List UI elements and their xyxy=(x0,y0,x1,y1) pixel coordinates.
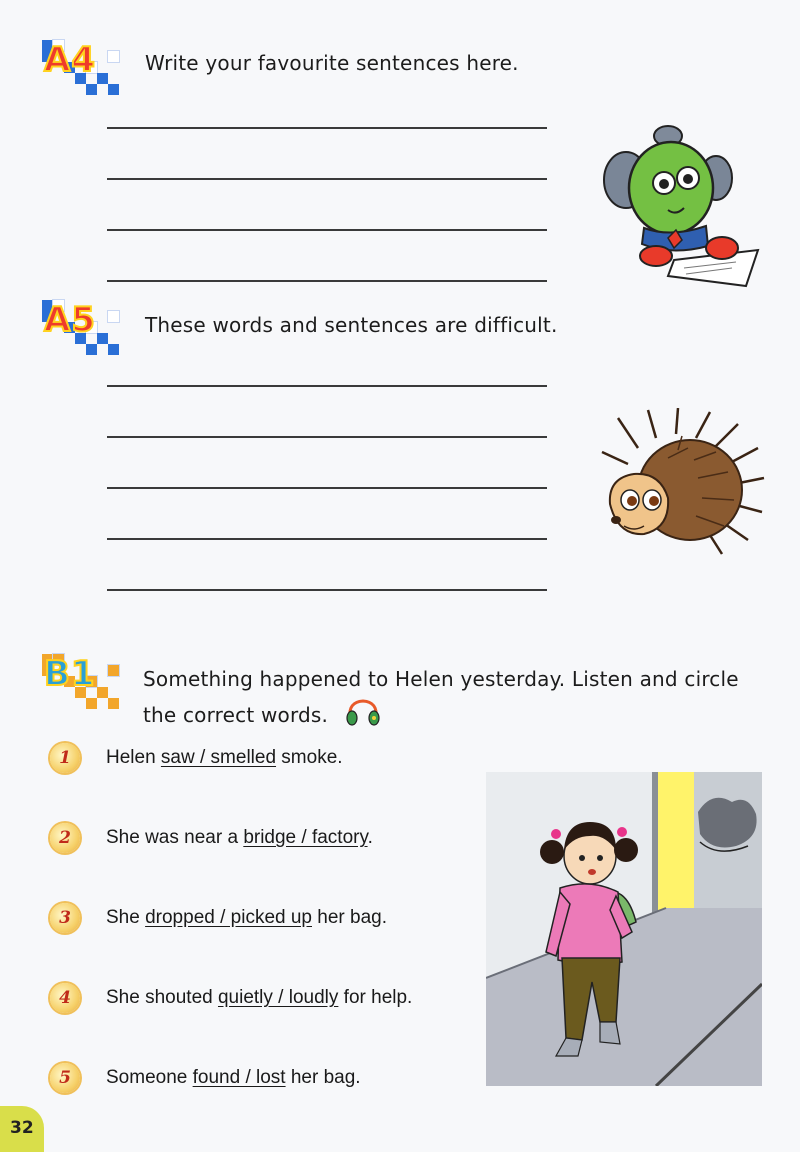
page-number: 32 xyxy=(10,1118,34,1138)
page-number-tab xyxy=(0,1106,44,1152)
headphones-icon[interactable] xyxy=(344,696,382,728)
item-number-badge: 3 xyxy=(50,903,80,933)
answer-options[interactable]: dropped / picked up xyxy=(145,907,312,928)
writing-line[interactable] xyxy=(107,127,547,129)
item-number-badge: 2 xyxy=(50,823,80,853)
answer-options[interactable]: found / lost xyxy=(192,1067,286,1088)
item-sentence: She dropped / picked up her bag. xyxy=(106,907,387,928)
writing-line[interactable] xyxy=(107,538,547,540)
answer-options[interactable]: saw / smelled xyxy=(160,747,277,768)
girl-walking-illustration xyxy=(486,772,762,1086)
writing-line[interactable] xyxy=(107,385,547,387)
item-sentence: She shouted quietly / loudly for help. xyxy=(106,987,413,1008)
writing-line[interactable] xyxy=(107,589,547,591)
writing-line[interactable] xyxy=(107,487,547,489)
item-sentence: Someone found / lost her bag. xyxy=(106,1067,361,1088)
writing-line[interactable] xyxy=(107,178,547,180)
section-heading-b1-line2: the correct words. xyxy=(143,703,329,727)
writing-line[interactable] xyxy=(107,436,547,438)
item-number-badge: 5 xyxy=(50,1063,80,1093)
section-badge-a4: A4 xyxy=(38,36,118,96)
hedgehog-character-icon xyxy=(598,408,766,558)
writing-line[interactable] xyxy=(107,280,547,282)
answer-options[interactable]: quietly / loudly xyxy=(217,987,339,1008)
section-badge-a5: A5 xyxy=(38,296,118,356)
robot-character-icon xyxy=(596,118,766,290)
writing-line[interactable] xyxy=(107,229,547,231)
section-heading-a4: Write your favourite sentences here. xyxy=(145,51,519,75)
item-sentence: She was near a bridge / factory. xyxy=(106,827,373,848)
item-number-badge: 4 xyxy=(50,983,80,1013)
item-number-badge: 1 xyxy=(50,743,80,773)
answer-options[interactable]: bridge / factory xyxy=(243,827,368,848)
section-heading-a5: These words and sentences are difficult. xyxy=(145,313,558,337)
section-badge-b1: B1 xyxy=(38,650,118,710)
section-heading-b1-line1: Something happened to Helen yesterday. Listen and circle xyxy=(143,667,739,691)
item-sentence: Helen saw / smelled smoke. xyxy=(106,747,343,768)
